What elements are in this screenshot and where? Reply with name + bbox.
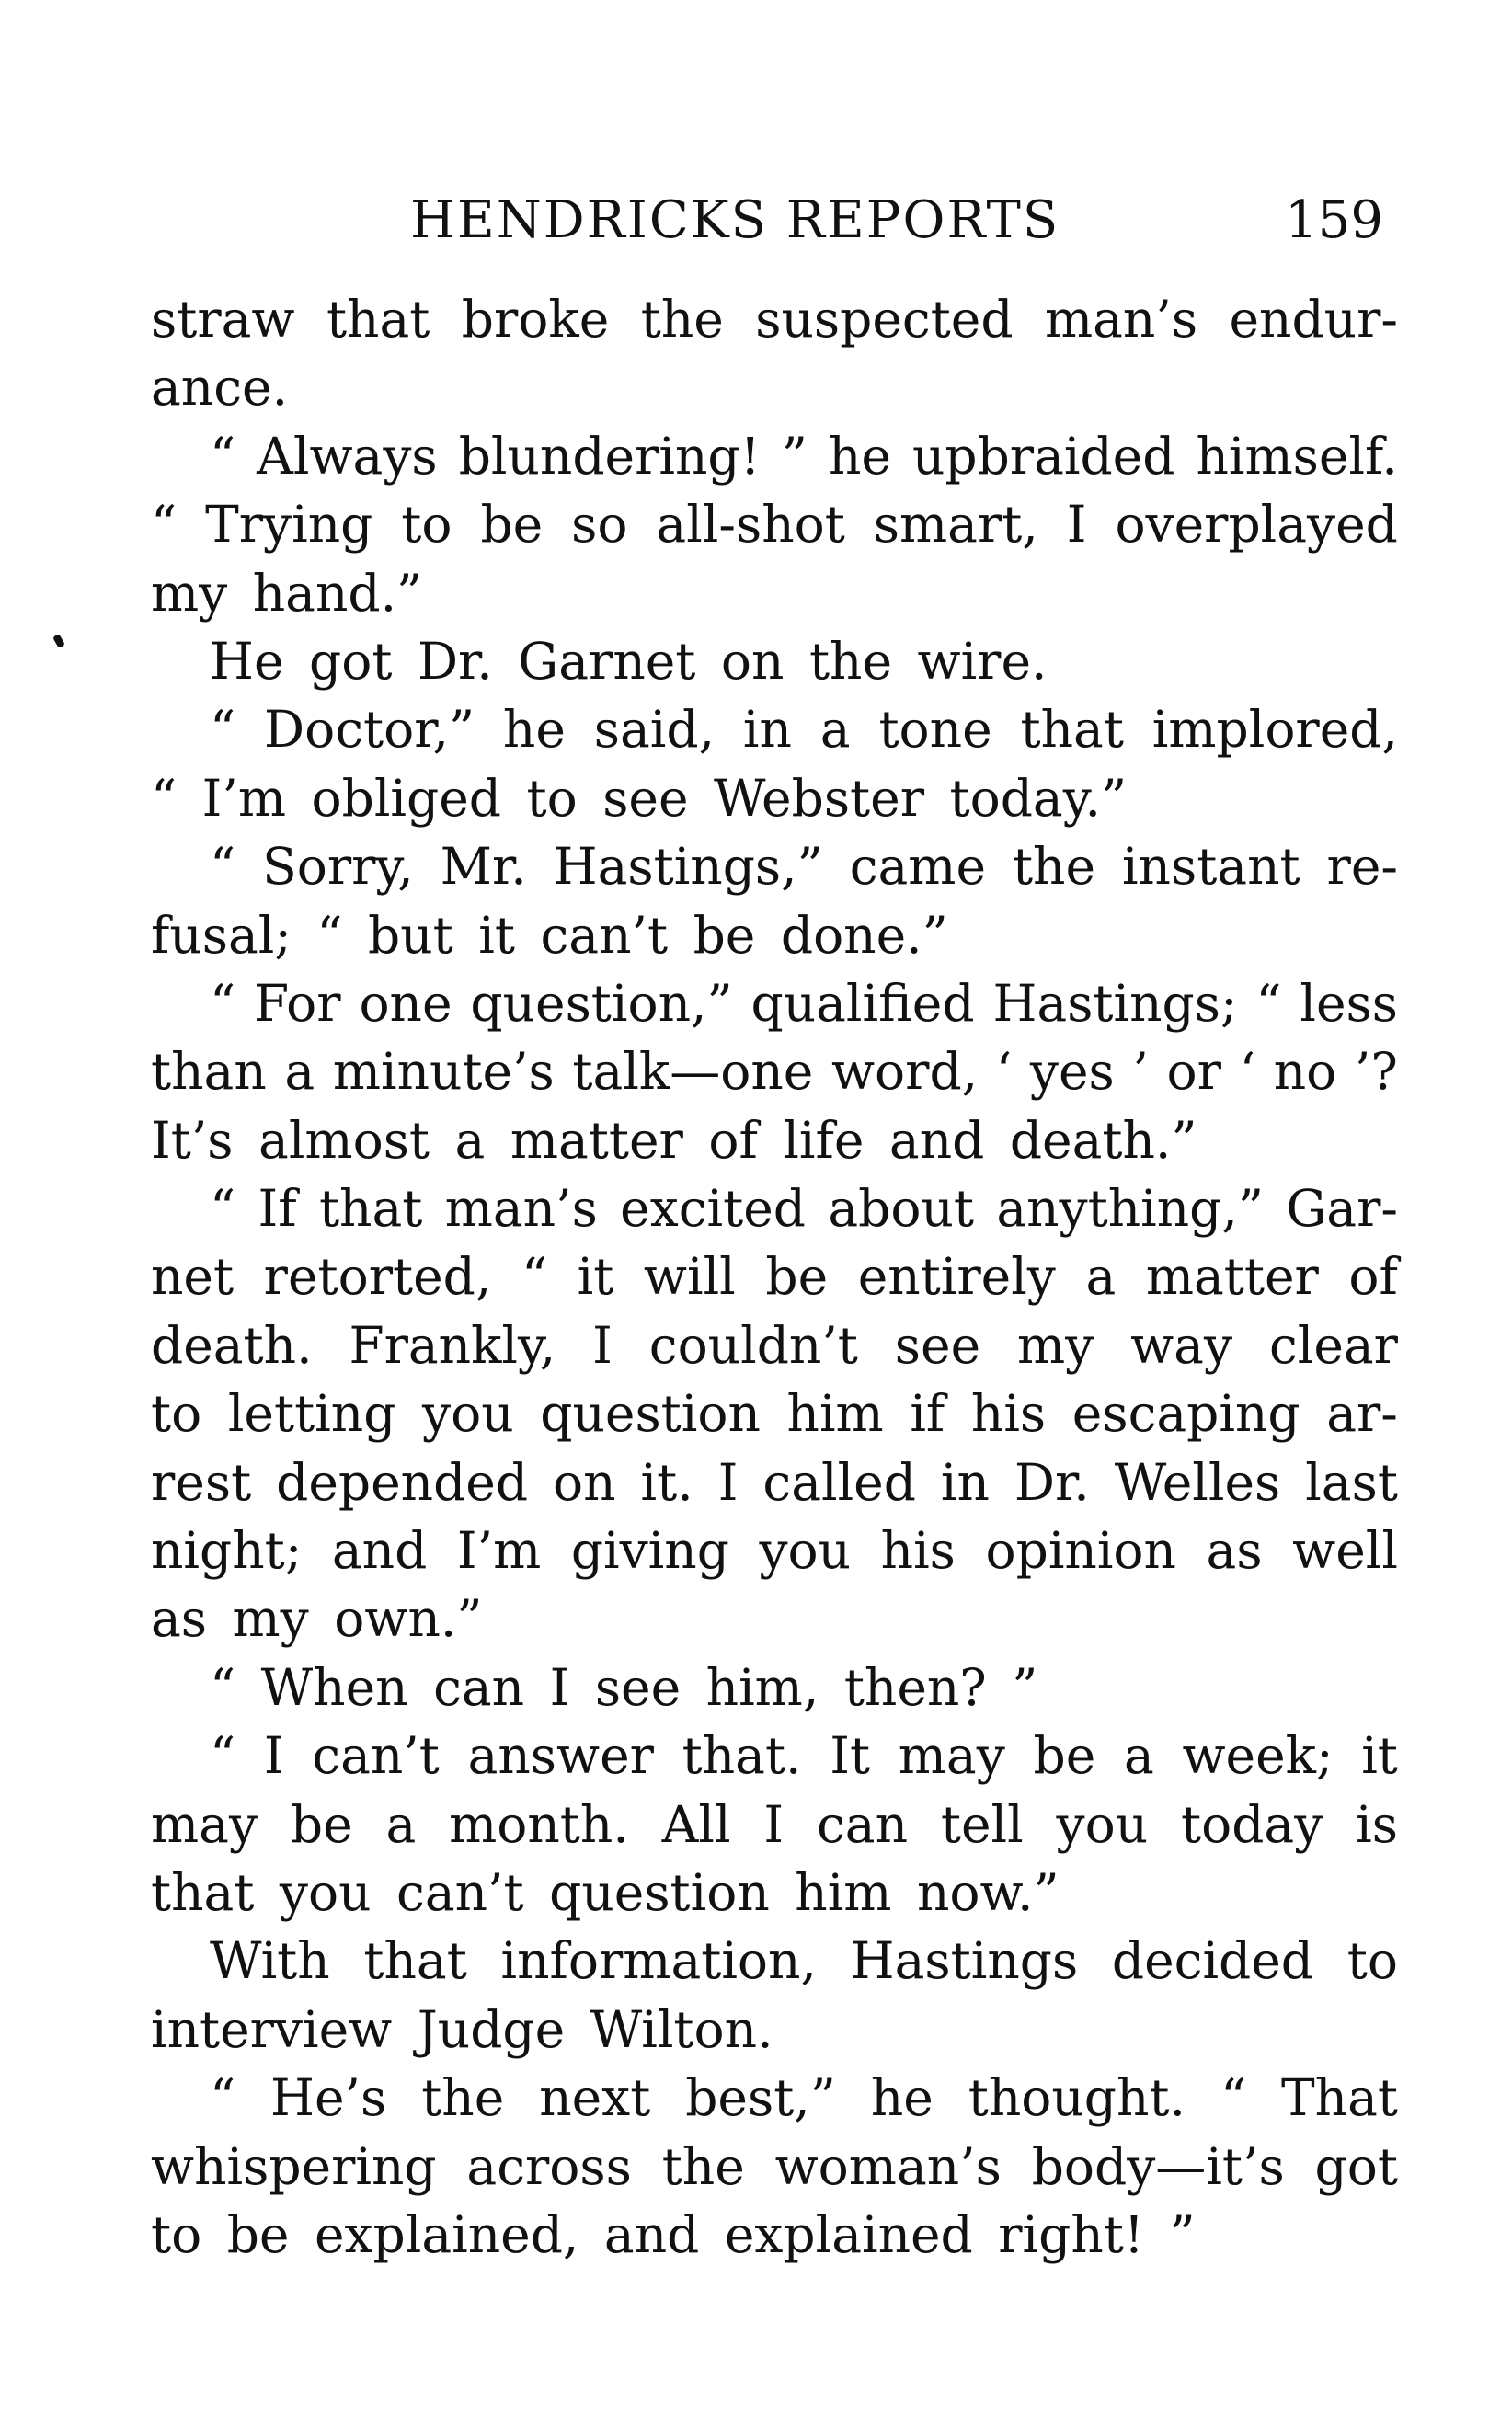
text-line: “ For one question,” qualified Hastings; “ less — [210, 973, 1398, 1033]
text-line: death. Frankly, I couldn’t see my way clear — [151, 1315, 1398, 1375]
text-line: interview Judge Wilton. — [151, 1999, 773, 2059]
text-line: “ I can’t answer that. It may be a week; it — [210, 1726, 1398, 1786]
text-line: “ If that man’s excited about anything,” Gar- — [210, 1179, 1398, 1239]
text-line: rest depended on it. I called in Dr. Welles last — [151, 1452, 1398, 1512]
ink-speck — [52, 634, 65, 648]
text-line: It’s almost a matter of life and death.” — [151, 1110, 1197, 1170]
text-line: to letting you question him if his escaping ar- — [151, 1384, 1398, 1444]
body-text — [151, 285, 1398, 2269]
text-line: net retorted, “ it will be entirely a matter of — [151, 1247, 1398, 1307]
text-line: than a minute’s talk—one word, ‘ yes ’ or ‘ no ’? — [151, 1042, 1398, 1102]
text-line: my hand.” — [151, 563, 423, 623]
text-line: “ He’s the next best,” he thought. “ That — [210, 2068, 1398, 2128]
text-line: to be explained, and explained right! ” — [151, 2204, 1196, 2264]
text-line: night; and I’m giving you his opinion as well — [151, 1521, 1398, 1581]
text-line: straw that broke the suspected man’s endur- — [151, 290, 1398, 349]
text-line: “ I’m obliged to see Webster today.” — [151, 768, 1128, 828]
text-line: fusal; “ but it can’t be done.” — [151, 905, 948, 965]
text-line: “ Trying to be so all-shot smart, I overplayed — [151, 495, 1398, 555]
text-line: “ Always blundering! ” he upbraided himself. — [210, 426, 1398, 486]
text-line: “ Doctor,” he said, in a tone that implored, — [210, 700, 1398, 760]
text-line: as my own.” — [151, 1589, 483, 1649]
running-title: HENDRICKS REPORTS — [410, 190, 1060, 250]
text-line: “ When can I see him, then? ” — [210, 1657, 1038, 1717]
text-line: He got Dr. Garnet on the wire. — [210, 631, 1048, 691]
text-line: whispering across the woman’s body—it’s got — [151, 2136, 1398, 2196]
text-line: may be a month. All I can tell you today is — [151, 1794, 1398, 1854]
page-number: 159 — [1285, 190, 1383, 250]
text-line: “ Sorry, Mr. Hastings,” came the instant re- — [210, 837, 1398, 897]
running-head — [151, 184, 1383, 257]
text-line: With that information, Hastings decided to — [210, 1931, 1398, 1991]
text-line: that you can’t question him now.” — [151, 1862, 1060, 1922]
text-line: ance. — [151, 358, 289, 418]
